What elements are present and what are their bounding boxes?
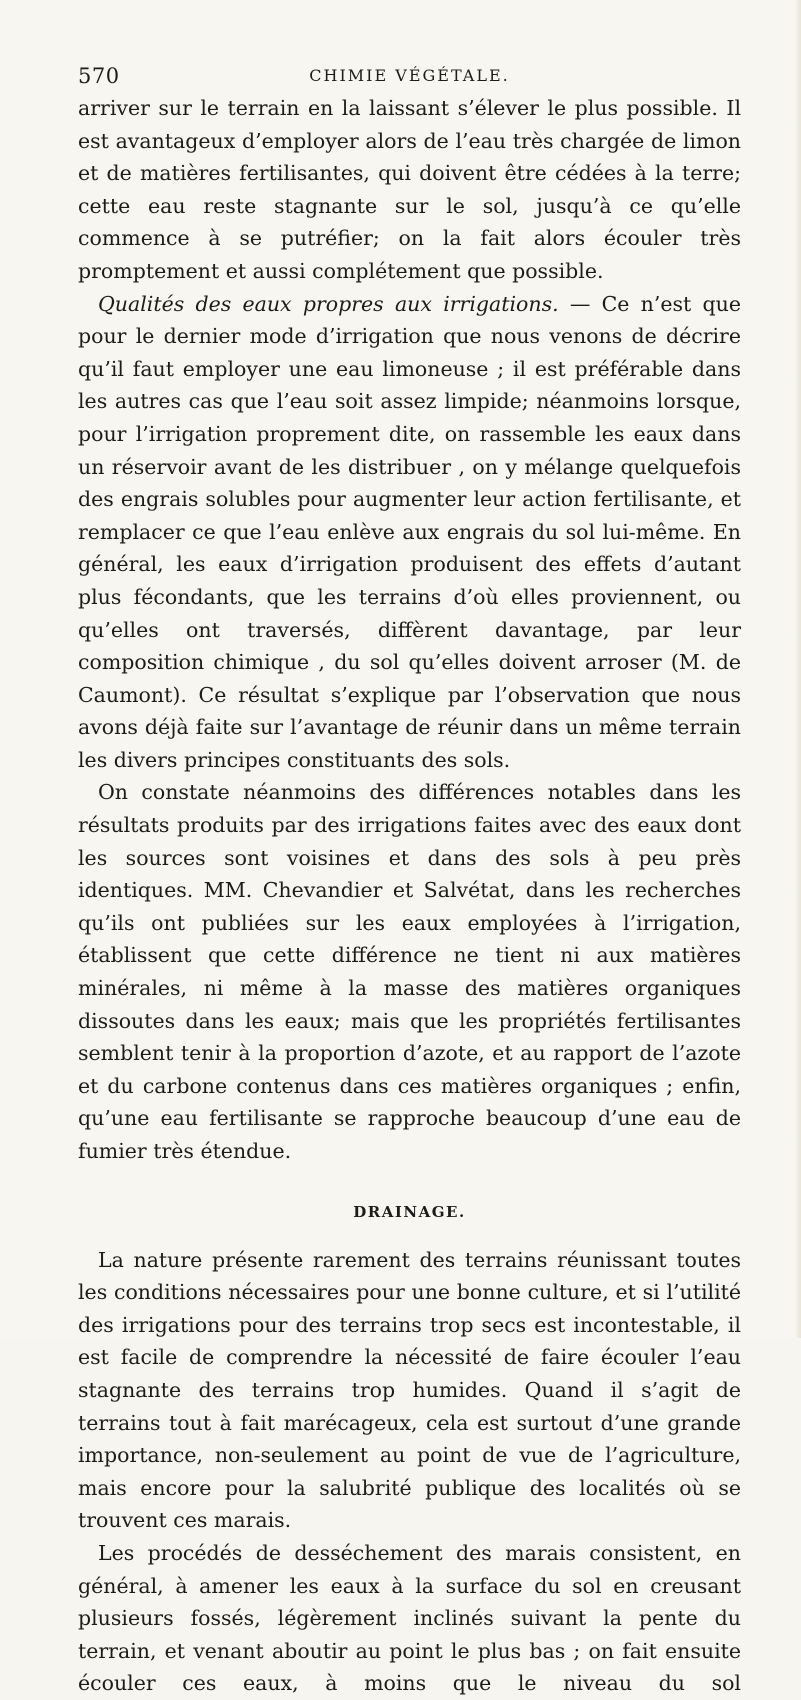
paragraph-2-text: — Ce n’est que pour le dernier mode d’irrigation que nous venons de décrire qu’il faut employer une eau limoneuse ; il est préférable dans les autres cas que l’eau soit assez limpide; néanmoins lorsque, pour l’irrigation proprement dite, on rassemble les eaux dans un réservoir avant de les distribuer , on y mélange quelquefois des engrais solubles pour augmenter leur action fertilisante, et remplacer ce que l’eau enlève aux engrais du sol lui-même. En général, les eaux d’irrigation produisent des effets d’autant plus fécondants, que les terrains d’où elles proviennent, ou qu’elles ont traversés, diffèrent davantage, par leur composition chimique , du sol qu’elles doivent arroser (M. de Caumont). Ce résultat s’explique par l’observation que nous avons déjà faite sur l’avantage de réunir dans un même terrain les divers principes constituants des sols.	[78, 291, 741, 772]
paragraph-1: arriver sur le terrain en la laissant s’élever le plus possible. Il est avantageux d’employer alors de l’eau très chargée de limon et de matières fertilisantes, qui doivent être cédées à la terre; cette eau reste stagnante sur le sol, jusqu’à ce qu’elle commence à se putréfier; on la fait alors écouler très promptement et aussi complétement que possible.	[78, 96, 741, 283]
page-header	[78, 64, 741, 94]
paragraph-5: Les procédés de desséchement des marais consistent, en général, à amener les eaux à la surface du sol en creusant plusieurs fossés, légèrement inclinés suivant la pente du terrain, et venant aboutir au point le plus bas ; on fait ensuite écouler ces eaux, à moins que le niveau du sol	[78, 1540, 741, 1696]
paragraph-2-title: Qualités des eaux propres aux irrigations.	[98, 291, 559, 316]
paragraph-4: La nature présente rarement des terrains réunissant toutes les conditions nécessaires pour une bonne culture, et si l’utilité des irrigations pour des terrains trop secs est incontestable, il est facile de comprendre la nécessité de faire écouler l’eau stagnante des terrains trop humides. Quand il s’agit de terrains tout à fait marécageux, cela est surtout d’une grande importance, non-seulement au point de vue de l’agriculture, mais encore pour la salubrité publique des localités où se trouvent ces marais.	[78, 1247, 741, 1533]
page-body	[78, 92, 741, 1700]
paragraph-3: On constate néanmoins des différences notables dans les résultats produits par des irrigations faites avec des eaux dont les sources sont voisines et dans des sols à peu près identiques. MM. Chevandier et Salvétat, dans les recherches qu’ils ont publiées sur les eaux employées à l’irrigation, établissent que cette différence ne tient ni aux matières minérales, ni même à la masse des matières organiques dissoutes dans les eaux; mais que les propriétés fertilisantes semblent tenir à la proportion d’azote, et au rapport de l’azote et du carbone contenus dans ces matières organiques ; enfin, qu’une eau fertilisante se rapproche beaucoup d’une eau de fumier très étendue.	[78, 780, 741, 1163]
section-heading: DRAINAGE.	[353, 1202, 466, 1221]
paragraph-2	[78, 288, 741, 777]
page-number: 570	[78, 64, 120, 88]
running-head: CHIMIE VÉGÉTALE.	[309, 66, 510, 85]
page-edge-shadow	[795, 0, 801, 1338]
